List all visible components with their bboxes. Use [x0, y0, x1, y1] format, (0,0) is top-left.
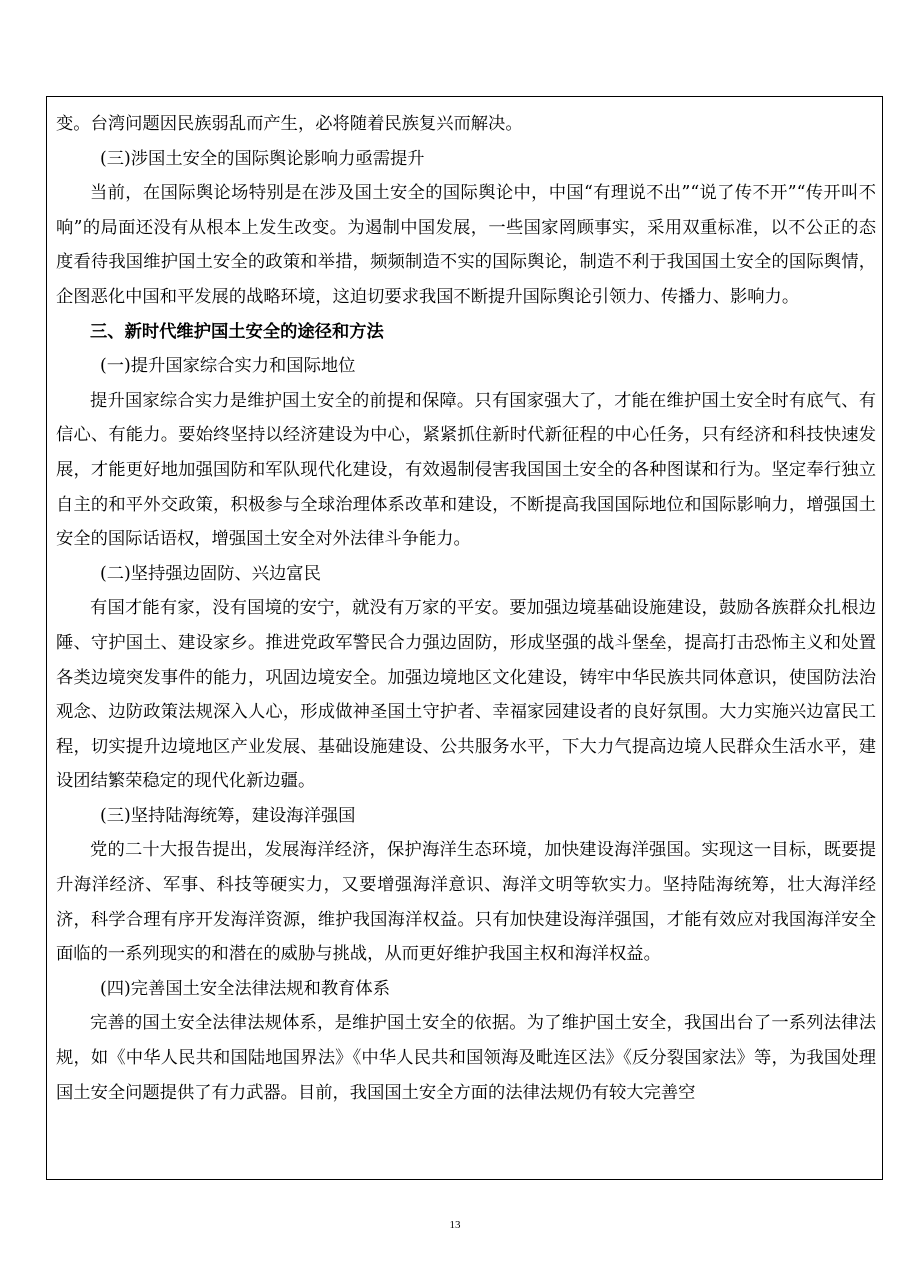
- subsection-heading: (四)完善国土安全法律法规和教育体系: [100, 978, 390, 999]
- body-paragraph: 党的二十大报告提出，发展海洋经济，保护海洋生态环境，加快建设海洋强国。实现这一目标，既要提升海洋经济、军事、科技等硬实力，又要增强海洋意识、海洋文明等软实力。坚持陆海统筹，壮大海洋经济，科学合理有序开发海洋资源，维护我国海洋权益。只有加快建设海洋强国，才能有效应对我国海洋安全面临的一系列现实的和潜在的威胁与挑战，从而更好维护我国主权和海洋权益。: [56, 840, 876, 965]
- body-paragraph: 完善的国土安全法律法规体系，是维护国土安全的依据。为了维护国土安全，我国出台了一系列法律法规，如《中华人民共和国陆地国界法》《中华人民共和国领海及毗连区法》《反分裂国家法》等，为我国处理国土安全问题提供了有力武器。目前，我国国土安全方面的法律法规仍有较大完善空: [56, 1013, 876, 1103]
- section-heading: 三、新时代维护国土安全的途径和方法: [90, 321, 384, 342]
- subsection-heading: (三)坚持陆海统筹，建设海洋强国: [100, 805, 356, 826]
- subsection-heading: (二)坚持强边固防、兴边富民: [100, 563, 321, 584]
- subsection-heading: (一)提升国家综合实力和国际地位: [100, 356, 356, 377]
- body-paragraph: 当前，在国际舆论场特别是在涉及国土安全的国际舆论中，中国“有理说不出”“说了传不开”“传开叫不响”的局面还没有从根本上发生改变。为遏制中国发展，一些国家罔顾事实，采用双重标准，以不公正的态度看待我国维护国土安全的政策和举措，频频制造不实的国际舆论，制造不利于我国国土安全的国际舆情，企图恶化中国和平发展的战略环境，这迫切要求我国不断提升国际舆论引领力、传播力、影响力。: [56, 183, 876, 307]
- page-number: 13: [449, 1219, 461, 1231]
- body-paragraph: 提升国家综合实力是维护国土安全的前提和保障。只有国家强大了，才能在维护国土安全时有底气、有信心、有能力。要始终坚持以经济建设为中心，紧紧抓住新时代新征程的中心任务，只有经济和科技快速发展，才能更好地加强国防和军队现代化建设，有效遏制侵害我国国土安全的各种图谋和行为。坚定奉行独立自主的和平外交政策，积极参与全球治理体系改革和建设，不断提高我国国际地位和国际影响力，增强国土安全的国际话语权，增强国土安全对外法律斗争能力。: [56, 390, 876, 550]
- document-body: [56, 107, 876, 1110]
- paragraph-continued: 变。台湾问题因民族弱乱而产生，必将随着民族复兴而解决。: [56, 114, 523, 134]
- body-paragraph: 有国才能有家，没有国境的安宁，就没有万家的平安。要加强边境基础设施建设，鼓励各族群众扎根边陲、守护国土、建设家乡。推进党政军警民合力强边固防，形成坚强的战斗堡垒，提高打击恐怖主义和处置各类边境突发事件的能力，巩固边境安全。加强边境地区文化建设，铸牢中华民族共同体意识，使国防法治观念、边防政策法规深入人心，形成做神圣国土守护者、幸福家园建设者的良好氛围。大力实施兴边富民工程，切实提升边境地区产业发展、基础设施建设、公共服务水平，下大力气提高边境人民群众生活水平，建设团结繁荣稳定的现代化新边疆。: [56, 598, 876, 792]
- subsection-heading: (三)涉国土安全的国际舆论影响力亟需提升: [100, 148, 425, 169]
